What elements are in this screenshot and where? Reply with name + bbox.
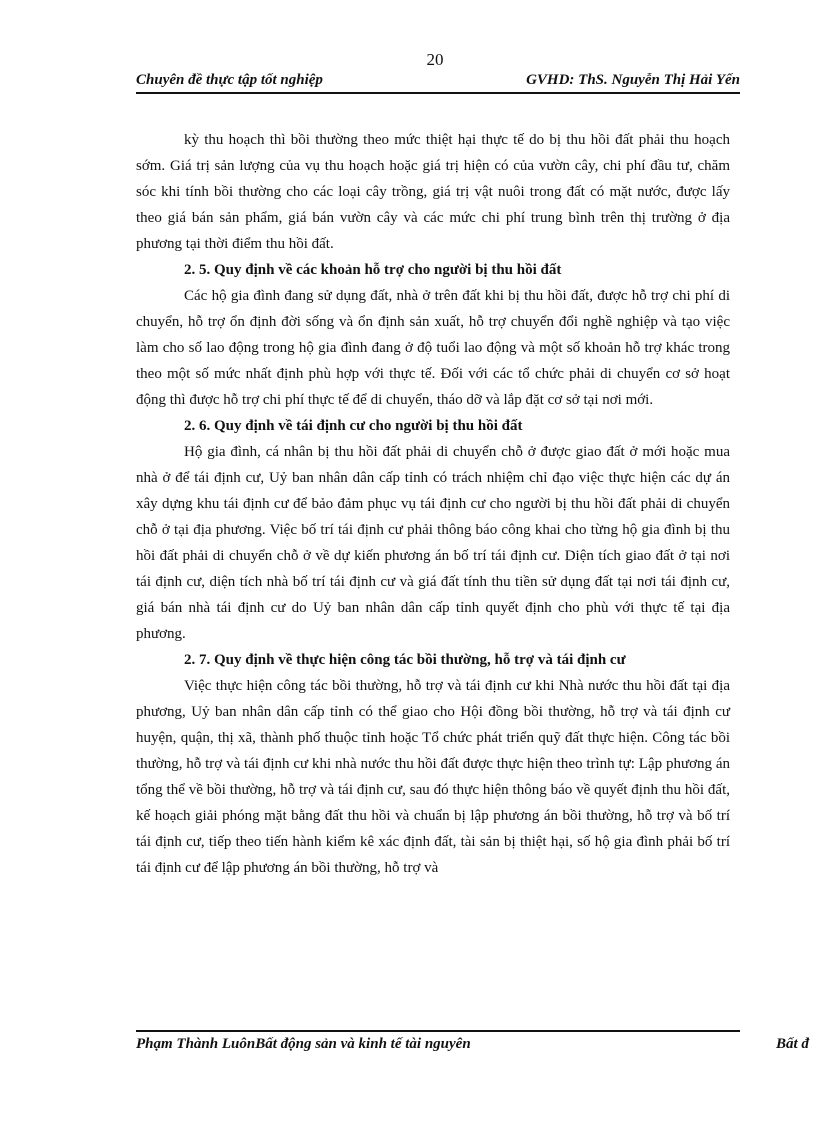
- footer-author: Phạm Thành LuônBất động sản và kinh tế tài nguyên: [136, 1036, 471, 1052]
- paragraph-continuation: kỳ thu hoạch thì bồi thường theo mức thiệt hại thực tế do bị thu hồi đất phải thu hoạch sớm. Giá trị sản lượng của vụ thu hoạch hoặc giá trị hiện có của vườn cây, chi phí đầu tư, chăm sóc khi tính bồi thường cho các loại cây trồng, giá trị vật nuôi trong đất có mặt nước, được lấy theo giá bán sản phẩm, giá bán vườn cây và các mức chi phí trung bình trên thị trường ở địa phương tại thời điểm thu hồi đất.: [136, 132, 730, 252]
- section-heading-2-6: 2. 6. Quy định về tái định cư cho người bị thu hồi đất: [184, 418, 523, 434]
- footer-right-text: Bất đ: [776, 1036, 809, 1052]
- document-body: [136, 127, 730, 881]
- paragraph-support: Các hộ gia đình đang sử dụng đất, nhà ở trên đất khi bị thu hồi đất, được hỗ trợ chi phí di chuyển, hỗ trợ ổn định đời sống và ổn định sản xuất, hỗ trợ chuyển đổi nghề nghiệp và tạo việc làm cho số lao động trong hộ gia đình đang ở độ tuổi lao động và một số khoản hỗ trợ khác trong theo một số mức nhất định phù hợp với thực tế. Đối với các tổ chức phải di chuyển cơ sở hoạt động thì được hỗ trợ chi phí thực tế để di chuyển, tháo dỡ và lắp đặt cơ sở tại nơi mới.: [136, 288, 730, 408]
- paragraph-resettlement: Hộ gia đình, cá nhân bị thu hồi đất phải di chuyển chỗ ở được giao đất ở mới hoặc mua nhà ở để tái định cư, Uỷ ban nhân dân cấp tỉnh có trách nhiệm chỉ đạo việc thực hiện các dự án xây dựng khu tái định cư để bảo đảm phục vụ tái định cư cho người bị thu hồi đất phải di chuyển chỗ ở tại địa phương. Việc bố trí tái định cư phải thông báo công khai cho từng hộ gia đình bị thu hồi đất phải di chuyển chỗ ở về dự kiến phương án bố trí tái định cư. Diện tích giao đất ở tại nơi tái định cư, diện tích nhà bố trí tái định cư và giá đất tính thu tiền sử dụng đất tại nơi tái định cư, giá bán nhà tái định cư do Uỷ ban nhân dân cấp tỉnh quyết định cho phù với thực tế tại địa phương.: [136, 444, 730, 642]
- page-number: 20: [426, 50, 444, 69]
- section-heading-2-5: 2. 5. Quy định về các khoản hỗ trợ cho người bị thu hồi đất: [184, 262, 562, 278]
- section-heading-2-7: 2. 7. Quy định về thực hiện công tác bồi thường, hỗ trợ và tái định cư: [184, 652, 626, 668]
- page-footer: [136, 1036, 816, 1053]
- paragraph-implementation: Việc thực hiện công tác bồi thường, hỗ trợ và tái định cư khi Nhà nước thu hồi đất tại địa phương, Uỷ ban nhân dân cấp tỉnh có thể giao cho Hội đồng bồi thường, hỗ trợ và tái định cư huyện, quận, thị xã, thành phố thuộc tỉnh hoặc Tổ chức phát triển quỹ đất thực hiện. Công tác bồi thường, hỗ trợ và tái định cư khi nhà nước thu hồi đất được thực hiện theo trình tự: Lập phương án tổng thể về bồi thường, hỗ trợ và tái định cư, sau đó thực hiện thông báo về quyết định thu hồi đất, kế hoạch giải phóng mặt bằng đất thu hồi và chuẩn bị lập phương án bồi thường, hỗ trợ và bố trí tái định cư, tiếp theo tiến hành kiểm kê xác định đất, tài sản bị thiệt hại, số hộ gia đình phải bố trí tái định cư để lập phương án bồi thường, hỗ trợ và: [136, 678, 730, 876]
- header-advisor: GVHD: ThS. Nguyễn Thị Hải Yến: [526, 72, 740, 88]
- page-header: [136, 70, 740, 94]
- footer-divider: [136, 1030, 740, 1032]
- header-title: Chuyên đề thực tập tốt nghiệp: [136, 72, 323, 88]
